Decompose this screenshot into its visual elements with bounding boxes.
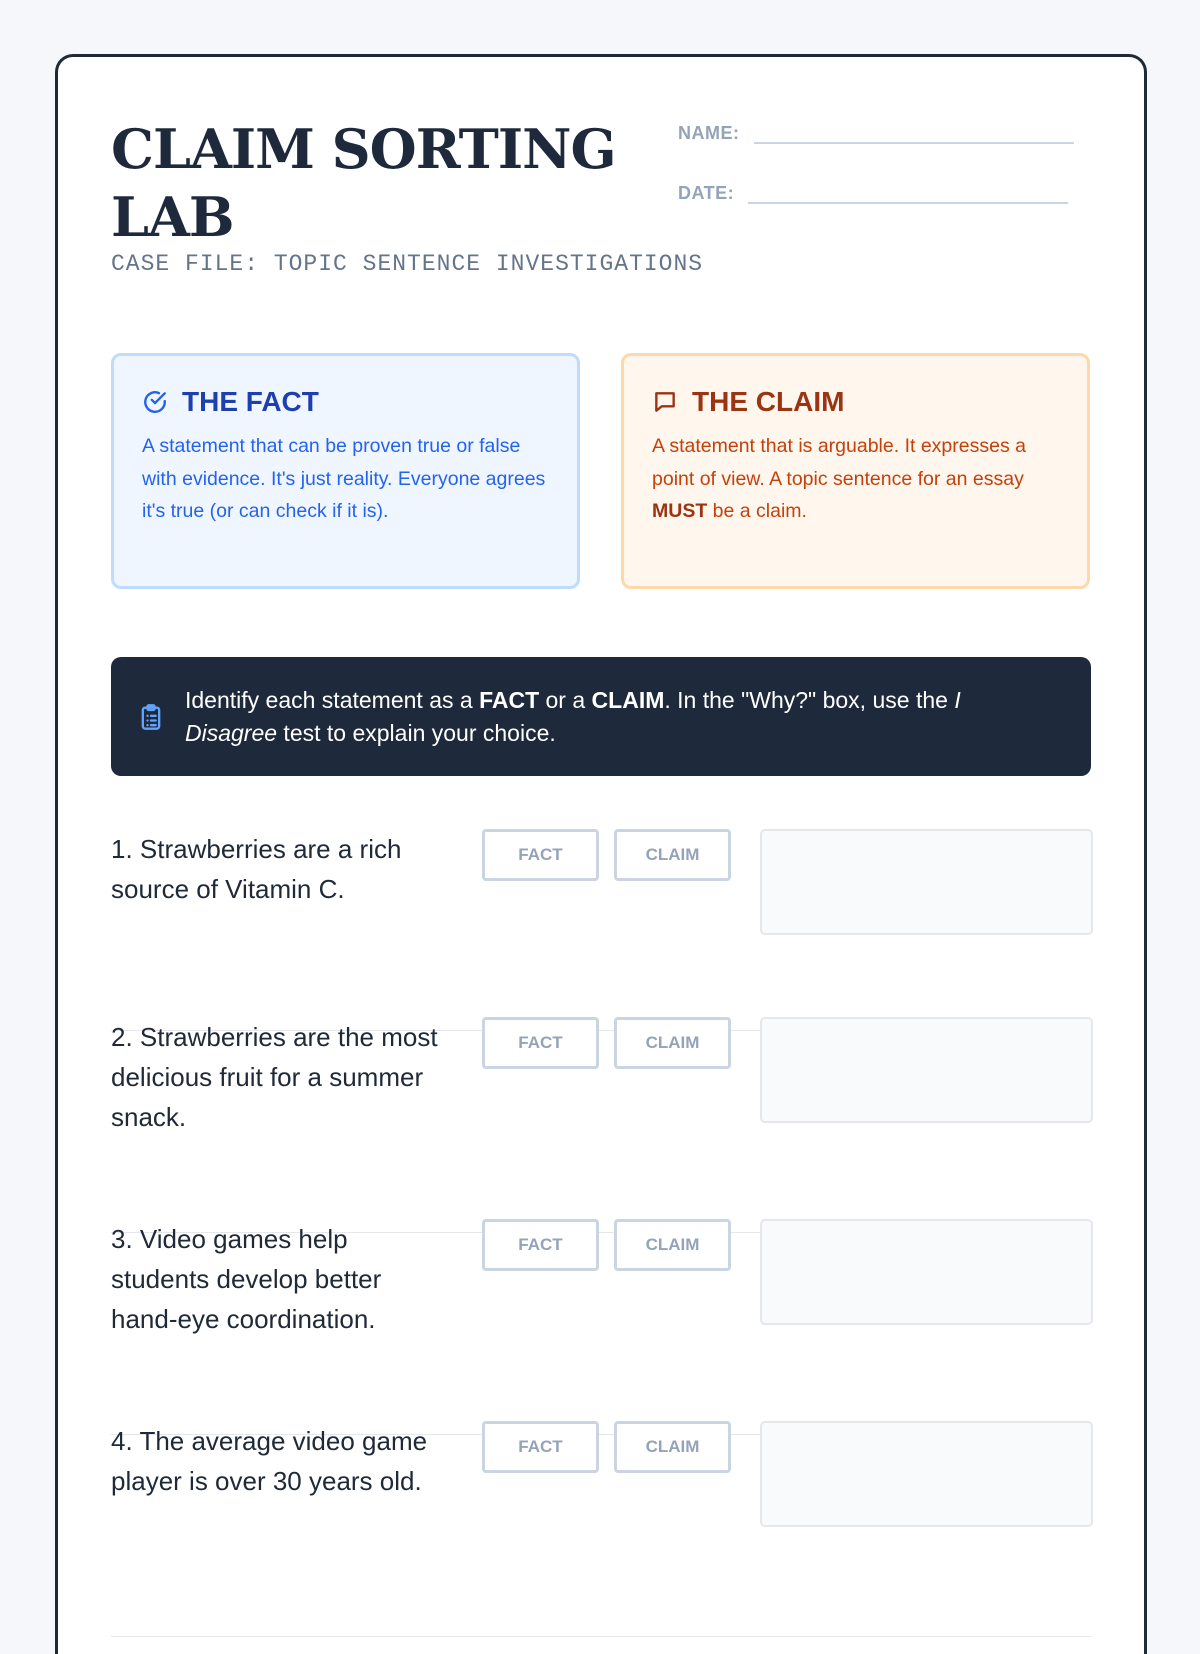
date-label: DATE: [678, 183, 735, 203]
fact-card-header [142, 386, 549, 418]
claim-body-end: be a claim. [707, 500, 807, 522]
instructions-italic-phrase: I Disagree [185, 686, 961, 746]
name-input-line[interactable] [754, 122, 1074, 144]
why-answer-box[interactable] [760, 829, 1093, 935]
fact-card-title: THE FACT [182, 386, 319, 417]
why-answer-box[interactable] [760, 1219, 1093, 1325]
why-answer-box[interactable] [760, 1421, 1093, 1527]
fact-card-body: A statement that can be proven true or false with evidence. It's just reality. Everyone agrees it's true (or can check if it is). [142, 435, 546, 522]
question-text: 3. Video games help students develop better hand-eye coordination. [111, 1224, 382, 1334]
claim-button[interactable]: CLAIM [614, 1017, 731, 1069]
clipboard-icon [137, 702, 165, 732]
fact-button[interactable]: FACT [482, 829, 599, 881]
claim-button[interactable]: CLAIM [614, 1421, 731, 1473]
date-input-line[interactable] [748, 182, 1068, 204]
claim-button[interactable]: CLAIM [614, 1219, 731, 1271]
instructions-part2: or a [539, 686, 592, 713]
claim-card-title: THE CLAIM [692, 386, 845, 417]
page-title: CLAIM SORTING LAB [111, 117, 616, 249]
instructions-banner [111, 657, 1091, 776]
question-text: 1. Strawberries are a rich source of Vitamin C. [111, 834, 402, 904]
why-answer-box[interactable] [760, 1017, 1093, 1123]
claim-body-emphasis: MUST [652, 500, 708, 522]
question-text: 4. The average video game player is over 30 years old. [111, 1426, 428, 1496]
question-text: 2. Strawberries are the most delicious fruit for a summer snack. [111, 1022, 438, 1132]
fact-button[interactable]: FACT [482, 1219, 599, 1271]
question-row-1 [111, 829, 1091, 1031]
instructions-part4: test to explain your choice. [277, 719, 556, 746]
claim-body-text: A statement that is arguable. It expresses a point of view. A topic sentence for an essay [652, 435, 1026, 490]
name-field [678, 122, 1074, 144]
worksheet [55, 54, 1147, 1654]
instructions-part3: . In the "Why?" box, use the [664, 686, 955, 713]
claim-definition-card [621, 353, 1090, 589]
fact-button[interactable]: FACT [482, 1421, 599, 1473]
check-circle-icon [142, 389, 168, 415]
instructions-part1: Identify each statement as a [185, 686, 480, 713]
claim-card-header [652, 386, 1059, 418]
fact-button[interactable]: FACT [482, 1017, 599, 1069]
instructions-text [185, 684, 1029, 750]
speech-bubble-icon [652, 389, 678, 415]
worksheet-content [111, 57, 1091, 1654]
claim-button[interactable]: CLAIM [614, 829, 731, 881]
instructions-claim-word: CLAIM [591, 686, 665, 713]
question-row-3 [111, 1219, 1091, 1435]
instructions-fact-word: FACT [479, 686, 540, 713]
name-label: NAME: [678, 123, 740, 143]
claim-card-body [652, 430, 1059, 528]
fact-definition-card [111, 353, 580, 589]
question-row-2 [111, 1017, 1091, 1233]
question-row-4 [111, 1421, 1091, 1637]
page-subtitle: CASE FILE: TOPIC SENTENCE INVESTIGATIONS [111, 251, 704, 277]
date-field [678, 182, 1068, 204]
